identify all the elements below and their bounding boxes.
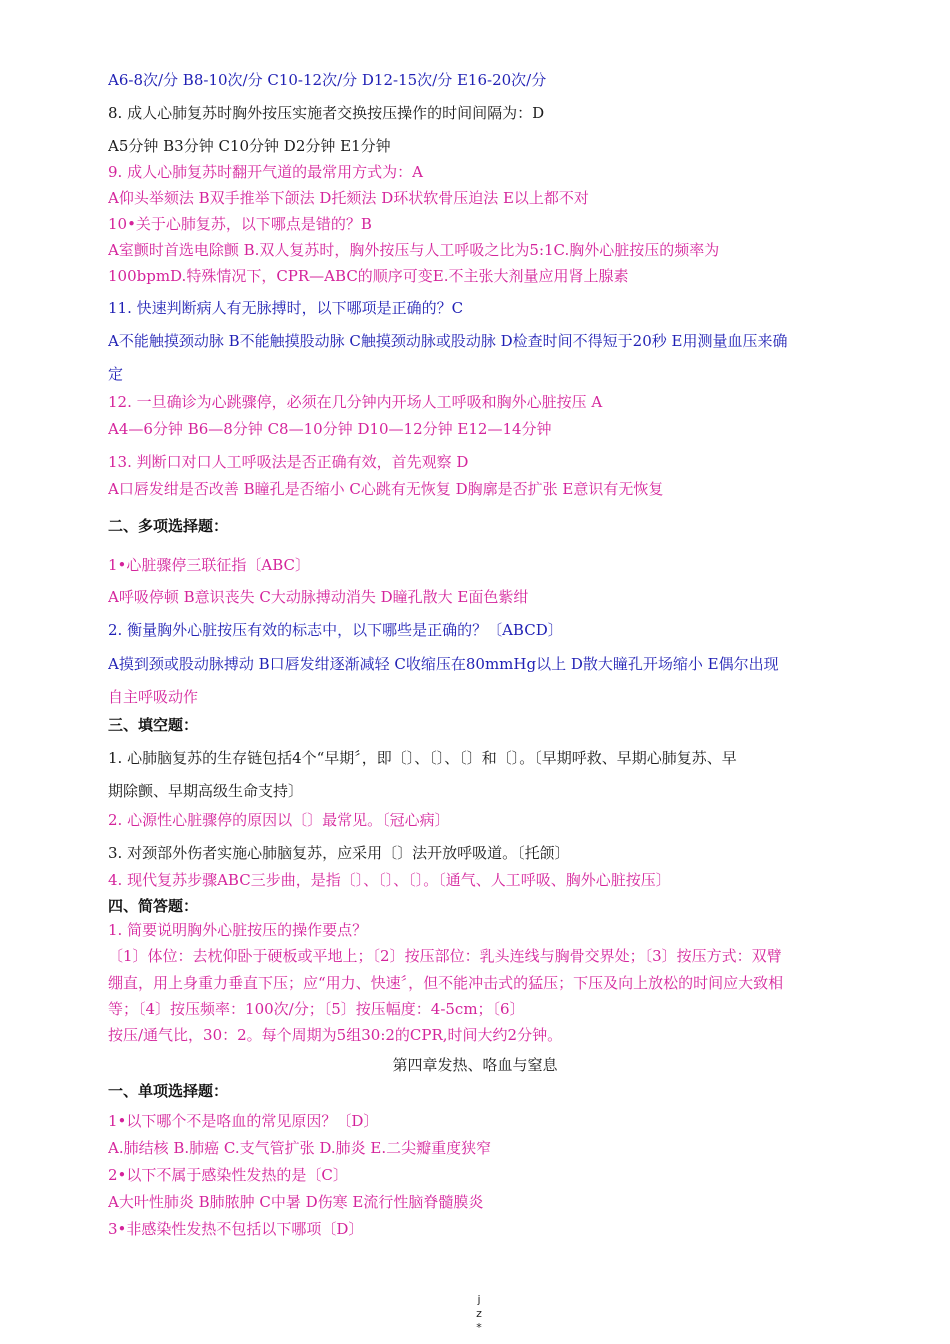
question-11: 11. 快速判断病人有无脉搏时，以下哪项是正确的？C [108, 299, 464, 317]
section-heading-multiple-choice: 二、多项选择题： [108, 517, 229, 535]
options-10-line1: A室颤时首选电除颤 B.双人复苏时，胸外按压与人工呼吸之比为5:1C.胸外心脏按压的频率为 [108, 241, 720, 259]
multi-options-2-line1: A摸到颈或股动脉搏动 B口唇发绀逐渐减轻 C收缩压在80mmHg以上 D散大瞳孔开场缩小 E偶尔出现 [108, 655, 779, 673]
multi-options-1: A呼吸停顿 B意识丧失 C大动脉搏动消失 D瞳孔散大 E面色紫绀 [108, 588, 529, 606]
section-heading-short-answer: 四、简答题： [108, 897, 199, 915]
fill-question-3: 3. 对颈部外伤者实施心肺脑复苏，应采用〔〕法开放呼吸道。〔托颌〕 [108, 844, 570, 862]
short-question-1: 1. 简要说明胸外心脏按压的操作要点？ [108, 921, 368, 939]
fill-question-2: 2. 心源性心脏骤停的原因以〔〕最常见。〔冠心病〕 [108, 811, 450, 829]
options-10-line2: 100bpmD.特殊情况下，CPR—ABC的顺序可变E.不主张大剂量应用肾上腺素 [108, 267, 629, 285]
ch4-question-1: 1•以下哪个不是咯血的常见原因？〔D〕 [108, 1112, 379, 1130]
options-12: A4—6分钟 B6—8分钟 C8—10分钟 D10—12分钟 E12—14分钟 [108, 420, 552, 438]
footer-char: j [477, 1293, 481, 1306]
fill-question-1-line2: 期除颤、早期高级生命支持〕 [108, 782, 304, 800]
text-line: A6-8次/分 B8-10次/分 C10-12次/分 D12-15次/分 E16-20次/分 [108, 71, 547, 89]
page-footer [474, 1293, 484, 1335]
multi-options-2-line2: 自主呼吸动作 [108, 688, 199, 706]
question-8: 8. 成人心肺复苏时胸外按压实施者交换按压操作的时间间隔为：D [108, 104, 545, 122]
ch4-question-2: 2•以下不属于感染性发热的是〔C〕 [108, 1166, 348, 1184]
options-11-line1: A不能触摸颈动脉 B不能触摸股动脉 C触摸颈动脉或股动脉 D检查时间不得短于20秒 E用测量血压来确 [108, 332, 788, 350]
options-8: A5分钟 B3分钟 C10分钟 D2分钟 E1分钟 [108, 137, 391, 155]
short-answer-line1: 〔1〕体位：去枕仰卧于硬板或平地上；〔2〕按压部位：乳头连线与胸骨交界处；〔3〕按压方式：双臂 [108, 947, 782, 965]
ch4-options-2: A大叶性肺炎 B肺脓肿 C中暑 D伤寒 E流行性脑脊髓膜炎 [108, 1193, 484, 1211]
footer-char: * [476, 1321, 482, 1334]
footer-char: z [476, 1307, 482, 1320]
options-9: A仰头举颏法 B双手推举下颌法 D托颏法 D环状软骨压迫法 E以上都不对 [108, 189, 589, 207]
ch4-question-3: 3•非感染性发热不包括以下哪项〔D〕 [108, 1220, 364, 1238]
short-answer-line4: 按压/通气比，30：2。每个周期为5组30:2的CPR,时间大约2分钟。 [108, 1026, 563, 1044]
multi-question-1: 1•心脏骤停三联征指〔ABC〕 [108, 556, 311, 574]
ch4-options-1: A.肺结核 B.肺癌 C.支气管扩张 D.肺炎 E.二尖瓣重度狭窄 [108, 1139, 492, 1157]
multi-question-2: 2. 衡量胸外心脏按压有效的标志中，以下哪些是正确的？〔ABCD〕 [108, 621, 563, 639]
short-answer-line2: 绷直，用上身重力垂直下压；应“用力、快速〞，但不能冲击式的猛压；下压及向上放松的时间应大致相 [108, 974, 784, 992]
question-13: 13. 判断口对口人工呼吸法是否正确有效，首先观察 D [108, 453, 469, 471]
chapter-title: 第四章发热、咯血与窒息 [392, 1056, 558, 1074]
fill-question-4: 4. 现代复苏步骤ABC三步曲，是指〔〕、〔〕、〔〕。〔通气、人工呼吸、胸外心脏按压〕 [108, 871, 671, 889]
question-12: 12. 一旦确诊为心跳骤停，必须在几分钟内开场人工呼吸和胸外心脏按压 A [108, 393, 603, 411]
short-answer-line3: 等；〔4〕按压频率：100次/分；〔5〕按压幅度：4-5cm；〔6〕 [108, 1000, 525, 1018]
question-9: 9. 成人心肺复苏时翻开气道的最常用方式为：A [108, 163, 423, 181]
section-heading-single-choice: 一、单项选择题： [108, 1082, 229, 1100]
options-11-line2: 定 [108, 365, 124, 383]
fill-question-1-line1: 1. 心肺脑复苏的生存链包括4个“早期〞，即〔〕、〔〕、〔〕和〔〕。〔早期呼救、早期心肺复苏、早 [108, 749, 737, 767]
options-13: A口唇发绀是否改善 B瞳孔是否缩小 C心跳有无恢复 D胸廓是否扩张 E意识有无恢复 [108, 480, 664, 498]
question-10: 10•关于心肺复苏，以下哪点是错的？B [108, 215, 372, 233]
section-heading-fill-blank: 三、填空题： [108, 716, 199, 734]
